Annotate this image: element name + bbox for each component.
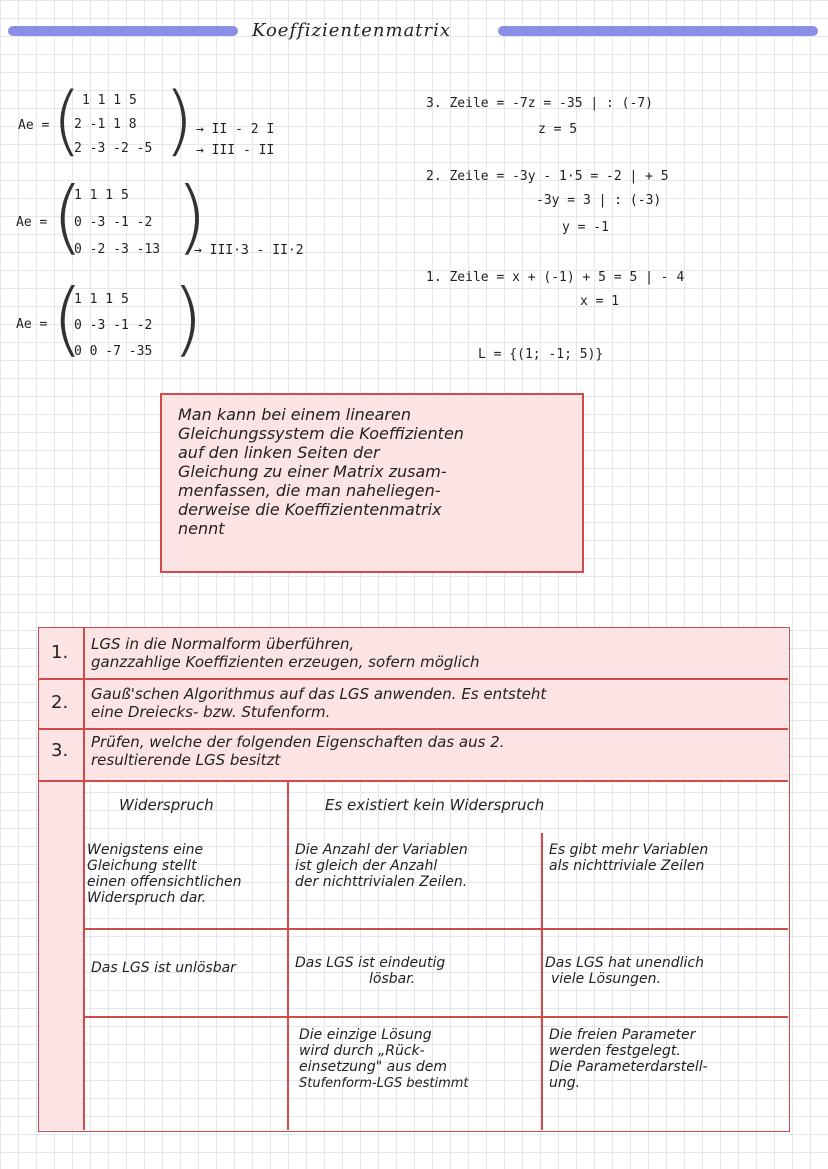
row-op: → II - 2 I: [196, 122, 275, 137]
matrix-1: [52, 75, 194, 164]
cell-text: Das LGS hat unendlich: [545, 955, 704, 971]
solution-line: -3y = 3 | : (-3): [536, 193, 662, 208]
matrix-row: 1 1 1 5: [74, 188, 129, 203]
definition-line: derweise die Koeffizientenmatrix: [178, 500, 442, 519]
cell-text: Die Parameterdarstell-: [549, 1059, 708, 1075]
step-text: Prüfen, welche der folgenden Eigenschaften das aus 2.: [91, 733, 505, 751]
cell-text: Das LGS ist unlösbar: [91, 960, 236, 976]
cell-text: Die freien Parameter: [549, 1027, 696, 1043]
definition-line: Gleichungssystem die Koeffizienten: [178, 424, 464, 443]
cell-text: ung.: [549, 1075, 581, 1091]
steps-table: [38, 627, 790, 1132]
matrix-3-label: Ae =: [16, 317, 48, 332]
solution-line: y = -1: [562, 220, 609, 235]
solution-line: 1. Zeile = x + (-1) + 5 = 5 | - 4: [426, 270, 685, 285]
cell-text: einsetzung" aus dem: [299, 1059, 447, 1075]
divider: [287, 780, 289, 1130]
cell-text: einen offensichtlichen: [87, 874, 242, 890]
matrix-row: 0 -2 -3 -13: [74, 242, 161, 257]
cell-text: Widerspruch dar.: [87, 890, 207, 906]
solution-line: 2. Zeile = -3y - 1·5 = -2 | + 5: [426, 169, 669, 184]
cell-text: als nichttriviale Zeilen: [549, 858, 705, 874]
divider: [39, 728, 788, 730]
definition-line: nennt: [178, 519, 225, 538]
definition-line: Gleichung zu einer Matrix zusam-: [178, 462, 447, 481]
cell-text: wird durch „Rück-: [299, 1043, 425, 1059]
row-op: → III·3 - II·2: [194, 243, 304, 258]
definition-line: Man kann bei einem linearen: [178, 405, 411, 424]
title-bar-left: [8, 26, 238, 36]
right-paren: ): [176, 170, 208, 263]
matrix-1-label: Ae =: [18, 118, 50, 133]
divider: [83, 928, 788, 930]
cell-text: der nichttrivialen Zeilen.: [295, 874, 468, 890]
cell-text: Stufenform-LGS bestimmt: [299, 1076, 469, 1091]
cell-text: Es gibt mehr Variablen: [549, 842, 709, 858]
matrix-row: 0 -3 -1 -2: [74, 215, 153, 230]
cell-text: viele Lösungen.: [551, 971, 661, 987]
matrix-2: [52, 170, 208, 263]
matrix-row: 1 1 1 5: [74, 292, 129, 307]
matrix-row: 1 1 1 5: [82, 93, 137, 108]
matrix-2-label: Ae =: [16, 215, 48, 230]
step-text: Gauß'schen Algorithmus auf das LGS anwenden. Es entsteht: [91, 685, 547, 703]
matrix-row: 0 0 -7 -35: [74, 344, 153, 359]
divider: [39, 678, 788, 680]
left-paren: (: [52, 272, 84, 365]
col-header-no-contradiction: Es existiert kein Widerspruch: [325, 796, 545, 814]
cell-text: ist gleich der Anzahl: [295, 858, 438, 874]
cell-text: Wenigstens eine: [87, 842, 204, 858]
page-title: Koeffizientenmatrix: [252, 20, 452, 41]
step-text: resultierende LGS besitzt: [91, 751, 281, 769]
step-text: LGS in die Normalform überführen,: [91, 635, 355, 653]
title-bar-right: [498, 26, 818, 36]
divider: [83, 628, 85, 1130]
step-number: 3.: [51, 740, 69, 761]
step-number: 1.: [51, 642, 69, 663]
solution-line: x = 1: [580, 294, 620, 309]
row-op: → III - II: [196, 143, 275, 158]
table-col-bg: [39, 780, 83, 1130]
left-paren: (: [52, 75, 82, 164]
solution-set: L = {(1; -1; 5)}: [478, 347, 604, 362]
divider: [541, 833, 543, 1130]
matrix-row: 2 -1 1 8: [74, 117, 137, 132]
cell-text: werden festgelegt.: [549, 1043, 681, 1059]
definition-line: menfassen, die man naheliegen-: [178, 481, 441, 500]
matrix-row: 2 -3 -2 -5: [74, 141, 153, 156]
step-text: ganzzahlige Koeffizienten erzeugen, sofern möglich: [91, 653, 480, 671]
cell-text: lösbar.: [369, 971, 416, 987]
matrix-row: 0 -3 -1 -2: [74, 318, 153, 333]
left-paren: (: [52, 170, 84, 263]
divider: [83, 1016, 788, 1018]
right-paren: ): [172, 272, 204, 365]
step-number: 2.: [51, 692, 69, 713]
definition-line: auf den linken Seiten der: [178, 443, 380, 462]
right-paren: ): [164, 75, 194, 164]
cell-text: Die Anzahl der Variablen: [295, 842, 468, 858]
definition-box: [160, 393, 584, 573]
solution-line: 3. Zeile = -7z = -35 | : (-7): [426, 96, 653, 111]
cell-text: Die einzige Lösung: [299, 1027, 432, 1043]
solution-line: z = 5: [538, 122, 578, 137]
cell-text: Das LGS ist eindeutig: [295, 955, 446, 971]
step-text: eine Dreiecks- bzw. Stufenform.: [91, 703, 331, 721]
matrix-3: [52, 272, 204, 365]
divider: [39, 780, 788, 782]
cell-text: Gleichung stellt: [87, 858, 197, 874]
col-header-contradiction: Widerspruch: [119, 796, 214, 814]
